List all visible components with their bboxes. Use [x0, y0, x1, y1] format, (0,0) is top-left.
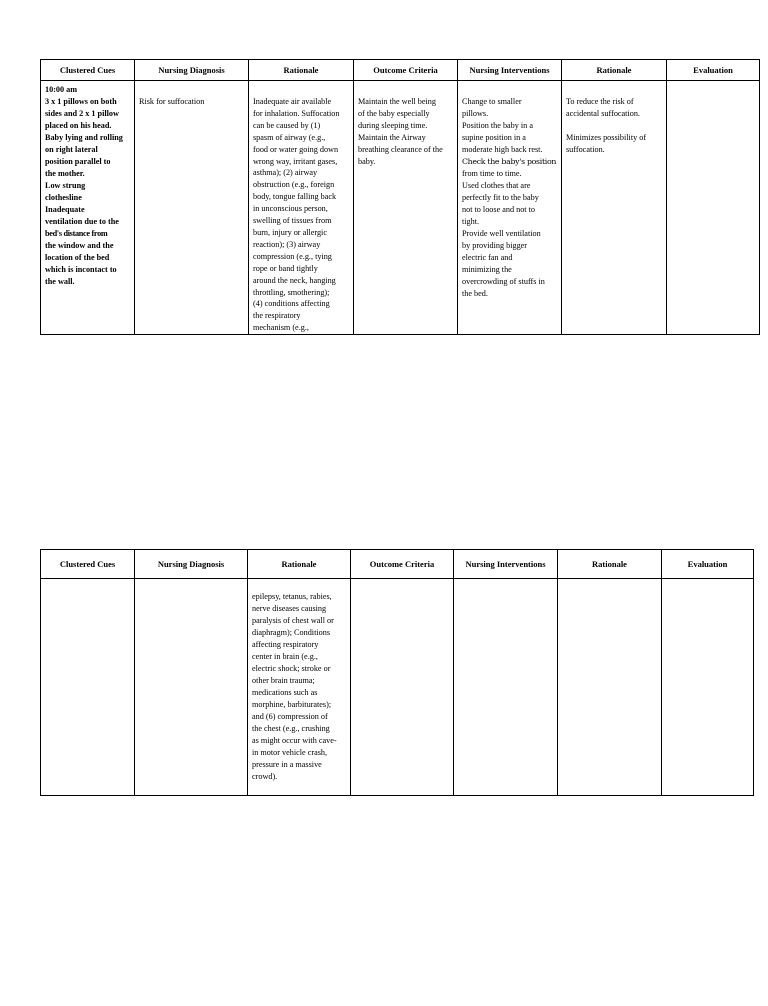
- rationale2-line: To reduce the risk of: [566, 97, 634, 106]
- rationale2-line: suffocation.: [566, 145, 605, 154]
- header-row: [41, 60, 760, 81]
- diagnosis-cell: [135, 579, 248, 796]
- intervention-line: the bed.: [462, 289, 488, 298]
- evaluation-cell: [667, 81, 760, 335]
- rationale-line: in unconscious person,: [253, 204, 328, 214]
- intervention-line: minimizing the: [462, 265, 512, 274]
- rationale-line: center in brain (e.g.,: [252, 652, 318, 661]
- interventions-cell: [458, 81, 562, 335]
- cue-line: bed's distance from: [45, 229, 108, 238]
- rationale-line: reaction); (3) airway: [253, 239, 321, 249]
- header-rationale-2: Rationale: [558, 550, 662, 579]
- cue-line: 10:00 am: [45, 85, 78, 94]
- rationale-line: compression (e.g., tying: [253, 251, 332, 261]
- cue-line: Baby lying and rolling: [45, 133, 123, 142]
- rationale-line: Inadequate air available: [253, 97, 332, 106]
- rationale-line: other brain trauma;: [252, 676, 315, 685]
- intervention-line: moderate high back rest.: [462, 145, 543, 154]
- rationale-line: can be caused by (1): [253, 120, 321, 130]
- header-evaluation: Evaluation: [662, 550, 754, 579]
- rationale-text: [249, 81, 353, 334]
- header-nursing-diagnosis: Nursing Diagnosis: [135, 60, 249, 81]
- cue-line: position parallel to: [45, 157, 111, 166]
- rationale-line: epilepsy, tetanus, rabies,: [252, 592, 332, 601]
- intervention-line: not to loose and not to: [462, 205, 535, 214]
- cue-line: on right lateral: [45, 145, 98, 154]
- cue-line: placed on his head.: [45, 121, 112, 130]
- rationale-line: rope or band tightly: [253, 263, 318, 273]
- intervention-line: tight.: [462, 217, 480, 226]
- table-row: [41, 81, 760, 335]
- intervention-line: electric fan and: [462, 253, 513, 262]
- intervention-line: from time to time.: [462, 169, 522, 178]
- diagnosis-cell: [135, 81, 249, 335]
- rationale-line: diaphragm); Conditions: [252, 628, 331, 637]
- rationale-line: and (6) compression of: [252, 712, 328, 721]
- interventions-cell: [454, 579, 558, 796]
- rationale-line: the chest (e.g., crushing: [252, 724, 330, 733]
- cues-text: [41, 81, 134, 288]
- outcome-line: baby.: [358, 157, 376, 166]
- care-plan-table-2: [40, 549, 754, 796]
- rationale-line: as might occur with cave-: [252, 736, 337, 745]
- cues-cell: [41, 81, 135, 335]
- intervention-line: Change to smaller: [462, 97, 522, 106]
- rationale-line: the respiratory: [253, 311, 301, 321]
- cue-line: Low strung: [45, 181, 86, 190]
- header-rationale: Rationale: [249, 60, 354, 81]
- rationale-line: body, tongue falling back: [253, 192, 337, 202]
- outcome-line: Maintain the Airway: [358, 133, 426, 142]
- outcome-line: of the baby especially: [358, 109, 430, 118]
- rationale-line: for inhalation. Suffocation: [253, 108, 340, 118]
- rationale2-text: [562, 81, 666, 156]
- rationale-line: food or water going down: [253, 144, 339, 154]
- evaluation-cell: [662, 579, 754, 796]
- outcome-line: breathing clearance of the: [358, 145, 443, 154]
- rationale-line: wrong way, irritant gases,: [253, 156, 338, 166]
- rationale-line: throttling, smothering);: [253, 287, 330, 297]
- header-clustered-cues: Clustered Cues: [41, 550, 135, 579]
- rationale-line: around the neck, hanging: [253, 275, 336, 285]
- cue-line: sides and 2 x 1 pillow: [45, 109, 119, 118]
- header-row: [41, 550, 754, 579]
- rationale2-cell: [562, 81, 667, 335]
- rationale-line: nerve diseases causing: [252, 604, 327, 613]
- cue-line: ventilation due to the: [45, 217, 119, 226]
- header-rationale-2: Rationale: [562, 60, 667, 81]
- rationale-line: crowd).: [252, 772, 278, 781]
- header-nursing-interventions: Nursing Interventions: [458, 60, 562, 81]
- cues-cell: [41, 579, 135, 796]
- rationale-line: morphine, barbiturates);: [252, 700, 332, 709]
- cue-line: the wall.: [45, 277, 75, 286]
- table-row: [41, 579, 754, 796]
- cue-line: 3 x 1 pillows on both: [45, 97, 117, 106]
- intervention-line: by providing bigger: [462, 241, 528, 250]
- intervention-line: perfectly fit to the baby: [462, 193, 539, 202]
- outcome-cell: [351, 579, 454, 796]
- header-nursing-diagnosis: Nursing Diagnosis: [135, 550, 248, 579]
- header-outcome-criteria: Outcome Criteria: [351, 550, 454, 579]
- rationale-line: electric shock; stroke or: [252, 664, 331, 673]
- rationale-line: burn, injury or allergic: [253, 227, 327, 237]
- rationale-line: mechanism (e.g.,: [253, 323, 309, 333]
- rationale-line: pressure in a massive: [252, 760, 322, 769]
- header-rationale: Rationale: [248, 550, 351, 579]
- rationale2-cell: [558, 579, 662, 796]
- cue-line: clothesline: [45, 193, 82, 202]
- outcome-line: during sleeping time.: [358, 121, 428, 130]
- interventions-text: [458, 81, 561, 300]
- cue-line: which is incontact to: [45, 265, 117, 274]
- header-evaluation: Evaluation: [667, 60, 760, 81]
- rationale2-line: Minimizes possibility of: [566, 133, 647, 142]
- outcome-cell: [354, 81, 458, 335]
- cue-line: the window and the: [45, 241, 114, 250]
- intervention-line: Used clothes that are: [462, 181, 531, 190]
- rationale-line: (4) conditions affecting: [253, 299, 330, 309]
- header-outcome-criteria: Outcome Criteria: [354, 60, 458, 81]
- rationale-line: obstruction (e.g., foreign: [253, 180, 335, 190]
- rationale-line: affecting respiratory: [252, 640, 319, 649]
- cue-line: the mother.: [45, 169, 85, 178]
- rationale-line: paralysis of chest wall or: [252, 616, 334, 625]
- intervention-line: overcrowding of stuffs in: [462, 277, 545, 286]
- outcome-text: [354, 81, 457, 168]
- cue-line: location of the bed: [45, 253, 110, 262]
- intervention-line: pillows.: [462, 109, 489, 118]
- rationale2-line: accidental suffocation.: [566, 109, 640, 118]
- intervention-line: Position the baby in a: [462, 121, 533, 130]
- header-nursing-interventions: Nursing Interventions: [454, 550, 558, 579]
- care-plan-table-1: [40, 59, 760, 335]
- intervention-line: Check the baby's position: [462, 157, 557, 166]
- rationale-line: in motor vehicle crash,: [252, 748, 328, 757]
- rationale-line: spasm of airway (e.g.,: [253, 132, 326, 142]
- intervention-line: supine position in a: [462, 133, 526, 142]
- rationale-cell: [249, 81, 354, 335]
- rationale-text: [248, 579, 350, 783]
- intervention-line: Provide well ventilation: [462, 229, 541, 238]
- header-clustered-cues: Clustered Cues: [41, 60, 135, 81]
- rationale-line: medications such as: [252, 688, 318, 697]
- diagnosis-text: Risk for suffocation: [139, 97, 205, 106]
- rationale-line: swelling of tissues from: [253, 216, 332, 226]
- rationale-cell: [248, 579, 351, 796]
- outcome-line: Maintain the well being: [358, 97, 436, 106]
- rationale-line: asthma); (2) airway: [253, 168, 318, 178]
- cue-line: Inadequate: [45, 205, 85, 214]
